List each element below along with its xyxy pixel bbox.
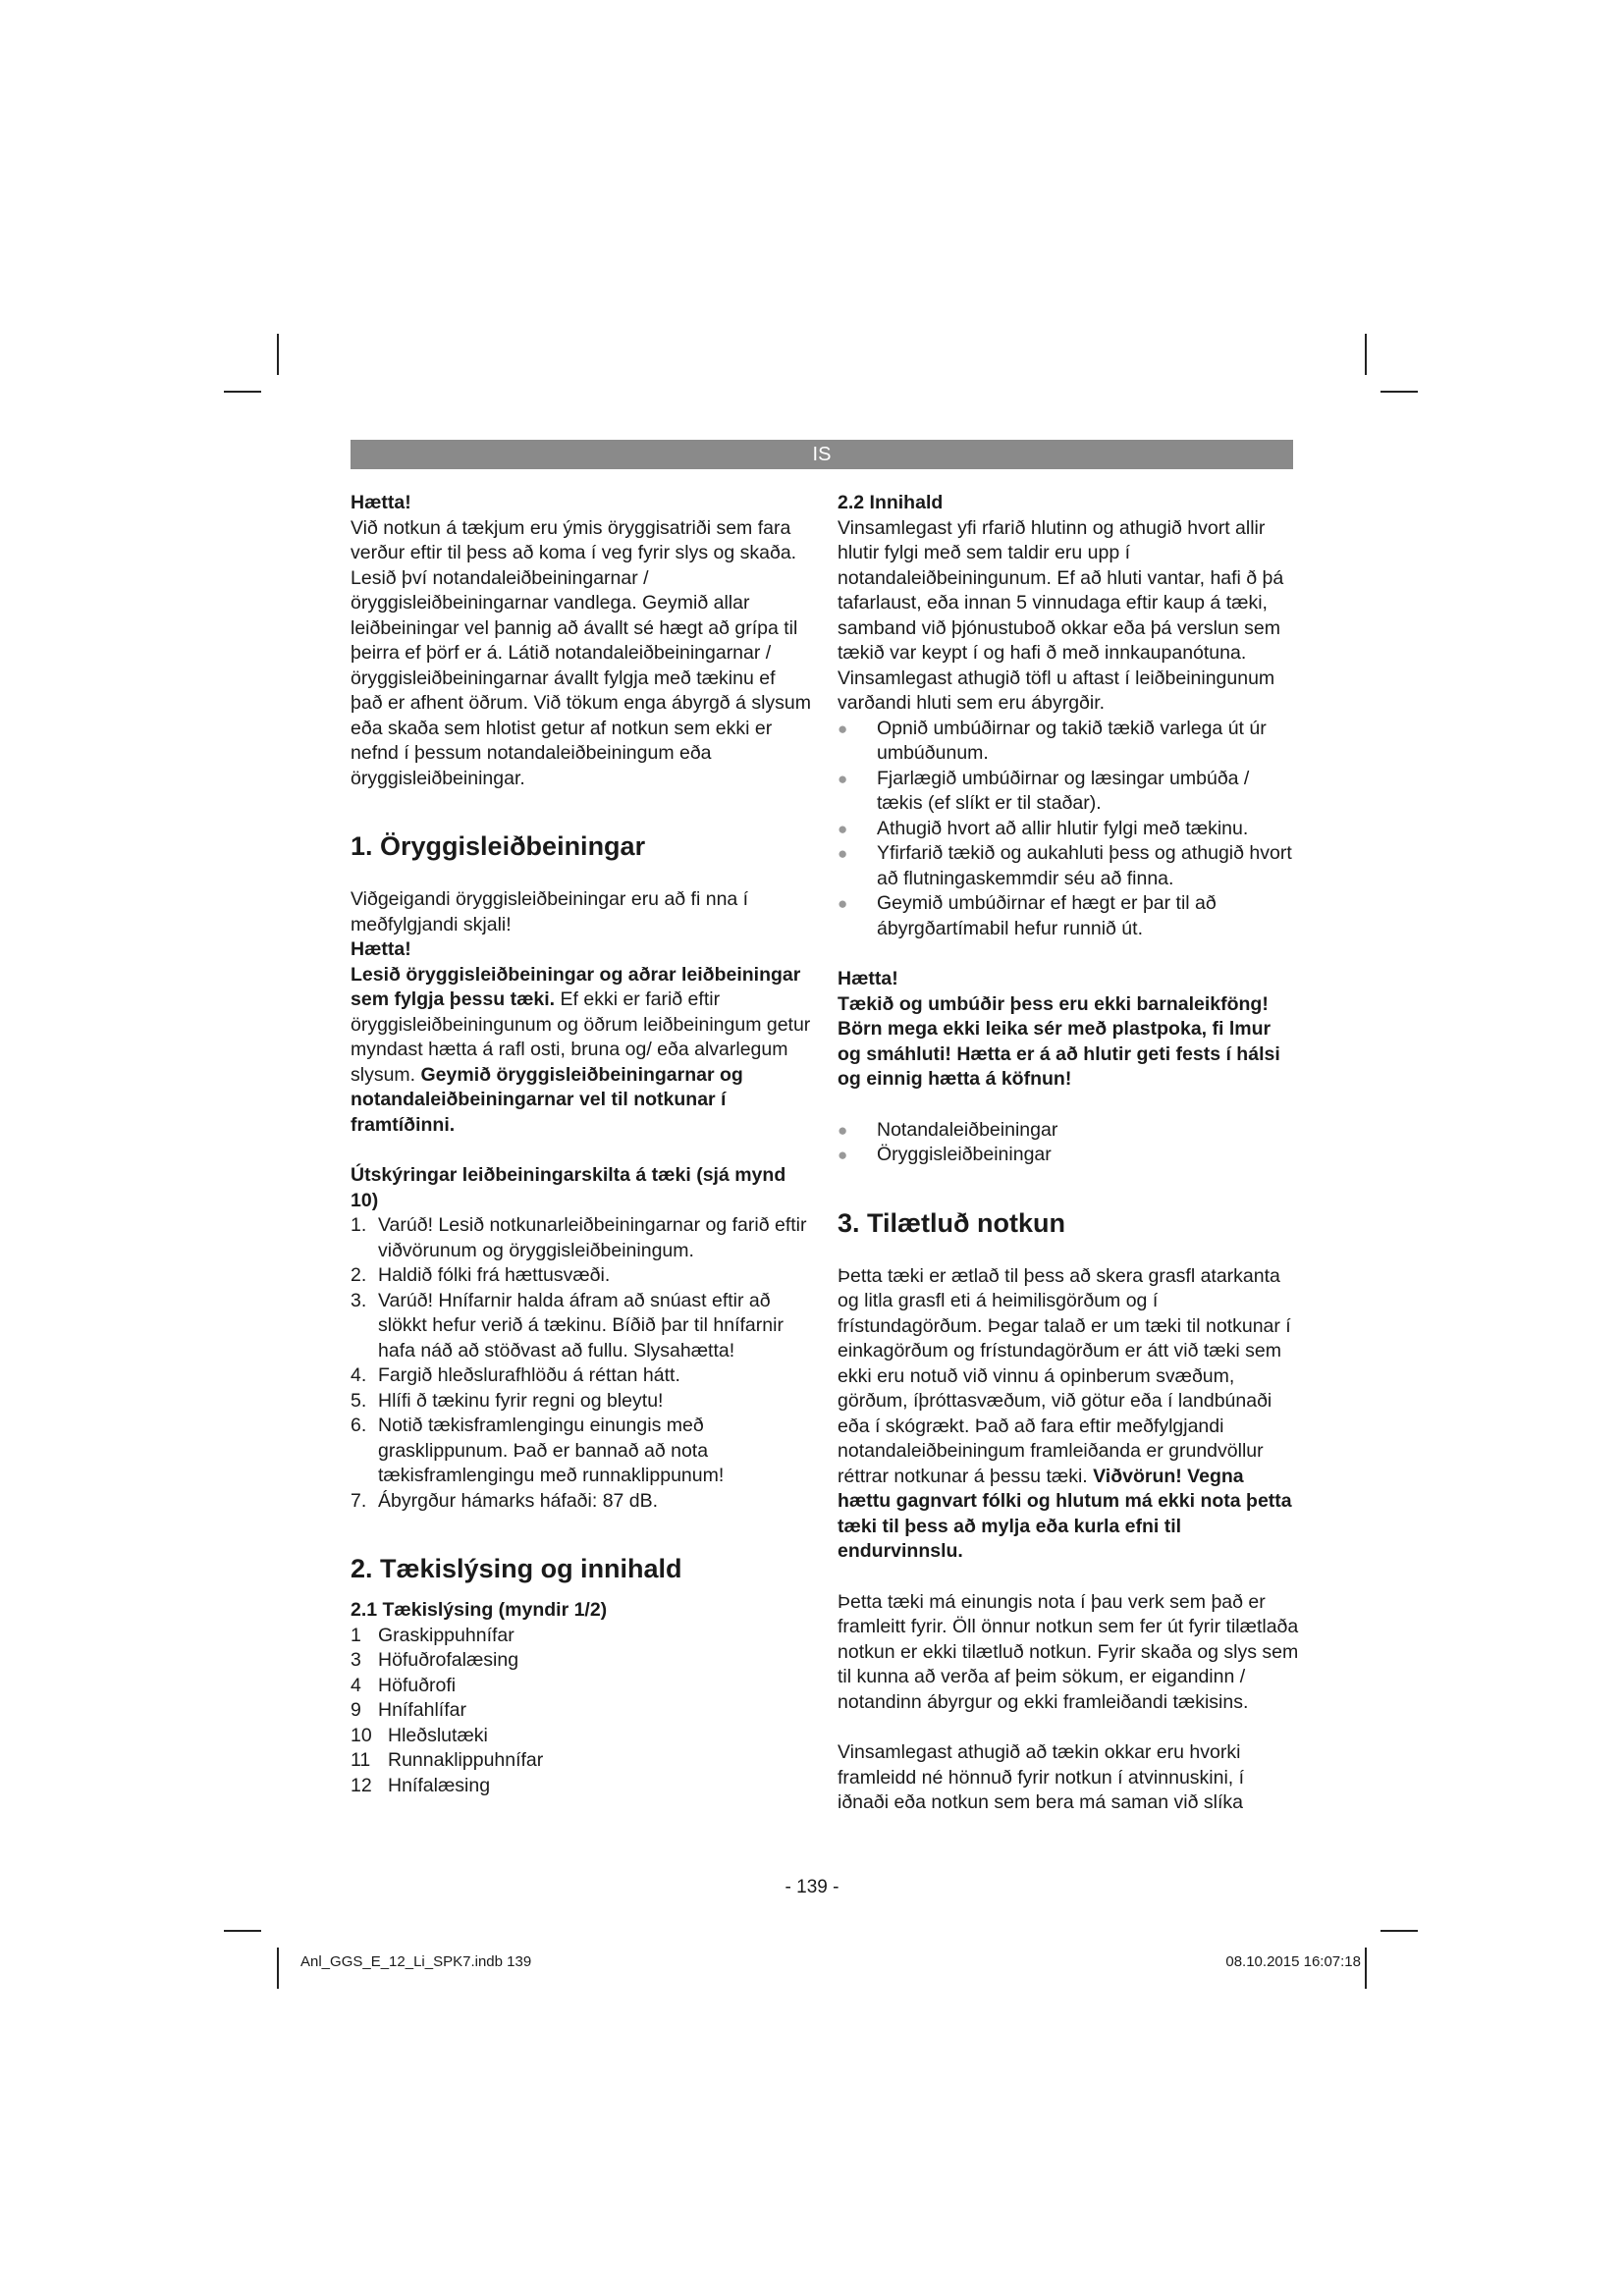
- section-heading-safety: 1. Öryggisleiðbeiningar: [351, 831, 646, 861]
- crop-mark: [277, 334, 279, 375]
- item-number: 5.: [351, 1389, 367, 1412]
- list-item: [351, 1389, 812, 1415]
- page-number: - 139 -: [785, 1877, 839, 1897]
- item-text: Geymið umbúðirnar ef hægt er þar til að ábyrgðartímabil hefur runnið út.: [877, 892, 1217, 939]
- intended-use-text: Þetta tæki má einungis nota í þau verk sem það er framleitt fyrir. Öll önnur notkun sem fer út fyrir tilætlaða notkun er ekki tilætluð notkun. Fyrir skaða og slys sem til kunna að verða af þeim sökum, er eigandinn / notandinn ábyrgur og ekki framleiðandi tækisins.: [838, 1590, 1299, 1713]
- danger-text: Við notkun á tækjum eru ýmis öryggisatriði sem fara verður eftir til þess að koma í veg fyrir slys og skaða. Lesið því notandaleiðbeiningarnar / öryggisleiðbeiningarnar vandlega. Geymið allar leiðbeiningar vel þannig að ávallt sé hægt að grípa til þeirra ef þörf er á. Látið notandaleiðbeiningarnar / öryggisleiðbeiningarnar ávallt fylgja með tækinu ef það er afhent öðrum. Við tökum enga ábyrgð á slysum eða skaða sem hlotist getur af notkun sem ekki er nefnd í þessum notandaleiðbeiningum eða öryggisleiðbeiningar.: [351, 516, 811, 789]
- item-number: 6.: [351, 1415, 367, 1436]
- part-name: Hnífahlífar: [378, 1699, 466, 1721]
- item-text: Fjarlægið umbúðirnar og læsingar umbúða / tækis (ef slíkt er til staðar).: [877, 767, 1250, 814]
- section-heading-description: 2. Tækislýsing og innihald: [351, 1554, 682, 1583]
- item-number: 4.: [351, 1364, 367, 1386]
- footer-filename: Anl_GGS_E_12_Li_SPK7.indb 139: [300, 1953, 532, 1970]
- bullet-icon: ●: [838, 819, 848, 838]
- item-text: Notið tækisframlengingu einungis með grasklippunum. Það er bannað að nota tækisframlengingu með runnaklippunum!: [378, 1415, 725, 1486]
- warning-bold: Geymið öryggisleiðbeiningarnar og notandaleiðbeiningarnar vel til notkunar í framtíðinni.: [351, 1063, 743, 1136]
- contents-text: Vinsamlegast yfi rfarið hlutinn og athugið hvort allir hlutir fylgi með sem taldir eru upp í notandaleiðbeiningunum. Ef að hluti vantar, hafi ð þá tafarlaust, eða innan 5 vinnudaga eftir kaup á tæki, samband við þjónustuboð okkar eða þá verslun sem tækið var keypt í og hafi ð með innkaupanótuna. Vinsamlegast athugið töfl u aftast í leiðbeiningunum varðandi hluti sem eru ábyrgðir.: [838, 516, 1284, 714]
- signs-list: [351, 1213, 812, 1514]
- list-item: [351, 1414, 812, 1489]
- list-item: [838, 841, 1299, 891]
- list-item: [351, 1363, 812, 1389]
- list-item: [351, 1213, 812, 1263]
- part-name: Höfuðrofalæsing: [378, 1649, 519, 1671]
- bullet-icon: ●: [838, 844, 848, 863]
- list-item: [838, 767, 1299, 817]
- crop-mark: [1365, 1948, 1367, 1989]
- part-name: Runnaklippuhnífar: [388, 1749, 544, 1771]
- item-text: Notandaleiðbeiningar: [877, 1118, 1058, 1141]
- parts-list: [351, 1624, 812, 1799]
- signs-heading: Útskýringar leiðbeiningarskilta á tæki (sjá mynd 10): [351, 1164, 786, 1211]
- part-name: Höfuðrofi: [378, 1674, 457, 1696]
- intended-use-text: Vinsamlegast athugið að tækin okkar eru hvorki framleidd né hönnuð fyrir notkun í atvinnuskini, í iðnaði eða notkun sem bera má saman við slíka: [838, 1741, 1245, 1813]
- list-item: [351, 1289, 812, 1364]
- part-number: 4: [351, 1674, 361, 1696]
- danger-title: Hætta!: [351, 938, 411, 960]
- part-number: 11: [351, 1749, 371, 1771]
- item-text: Ábyrgður hámarks háfaði: 87 dB.: [378, 1489, 659, 1512]
- bullet-icon: ●: [838, 1120, 848, 1140]
- crop-mark: [224, 1930, 261, 1932]
- list-item: [351, 1624, 812, 1649]
- list-item: [351, 1698, 812, 1724]
- part-name: Hnífalæsing: [388, 1774, 491, 1796]
- item-text: Varúð! Hnífarnir halda áfram að snúast eftir að slökkt hefur verið á tækinu. Bíðið þar til hnífarnir hafa náð að stöðvast að fullu. Slysahætta!: [378, 1289, 784, 1362]
- list-item: [838, 1118, 1299, 1144]
- left-column: [351, 491, 812, 1798]
- list-item: [838, 817, 1299, 842]
- part-name: Hleðslutæki: [388, 1724, 488, 1746]
- crop-mark: [224, 391, 261, 393]
- part-name: Graskippuhnífar: [378, 1624, 514, 1646]
- list-item: [351, 1724, 812, 1749]
- danger-text: Tækið og umbúðir þess eru ekki barnaleikföng! Börn mega ekki leika sér með plastpoka, fi lmur og smáhluti! Hætta er á að hlutir geti fests í hálsi og einnig hætta á köfnun!: [838, 992, 1280, 1090]
- item-text: Öryggisleiðbeiningar: [877, 1144, 1052, 1165]
- item-text: Varúð! Lesið notkunarleiðbeiningarnar og farið eftir viðvörunum og öryggisleiðbeiningum.: [378, 1214, 807, 1261]
- item-text: Hlífi ð tækinu fyrir regni og bleytu!: [378, 1389, 664, 1412]
- unpack-steps-list: [838, 717, 1299, 942]
- list-item: [351, 1748, 812, 1774]
- list-item: [838, 717, 1299, 767]
- section-heading-intended-use: 3. Tilætluð notkun: [838, 1207, 1065, 1238]
- item-number: 2.: [351, 1264, 367, 1286]
- footer-timestamp: 08.10.2015 16:07:18: [1225, 1953, 1361, 1970]
- list-item: [351, 1774, 812, 1799]
- part-number: 9: [351, 1699, 361, 1721]
- part-number: 10: [351, 1724, 372, 1746]
- crop-mark: [1380, 1930, 1418, 1932]
- documents-list: [838, 1118, 1299, 1168]
- bullet-icon: ●: [838, 1146, 848, 1164]
- warning-text: Ef ekki er farið eftir öryggisleiðbeiningunum og öðrum leiðbeiningum getur myndast hætta á rafl osti, bruna og/ eða alvarlegum slysum.: [351, 988, 811, 1086]
- list-item: [351, 1674, 812, 1699]
- subsection-heading: 2.1 Tækislýsing (myndir 1/2): [351, 1599, 608, 1621]
- item-number: 7.: [351, 1489, 367, 1512]
- bullet-icon: ●: [838, 894, 848, 913]
- language-bar: IS: [351, 440, 1293, 469]
- subsection-heading: 2.2 Innihald: [838, 492, 944, 513]
- crop-mark: [1365, 334, 1367, 375]
- item-text: Opnið umbúðirnar og takið tækið varlega út úr umbúðunum.: [877, 717, 1267, 764]
- intended-use-text: [838, 1264, 1299, 1565]
- right-column: [838, 491, 1299, 1816]
- list-item: [838, 891, 1299, 941]
- paragraph-text: Þetta tæki er ætlað til þess að skera grasfl atarkanta og litla grasfl eti á heimilisgörðum og í frístundagörðum. Þegar talað er um tæki til notkunar í einkagörðum og frístundagörðum er átt við tæki sem ekki eru notuð við vinnu á opinberum svæðum, görðum, íþróttasvæðum, við götur eða í landbúnaði eða í skógrækt. Það að fara eftir meðfylgjandi notandaleiðbeiningum framleiðanda er grundvöllur réttrar notkunar á þessu tæki.: [838, 1264, 1291, 1487]
- warning-bold: Viðvörun! Vegna hættu gagnvart fólki og hlutum má ekki nota þetta tæki til þess að mylja eða kurla efni til endurvinnslu.: [838, 1465, 1292, 1562]
- part-number: 1: [351, 1624, 361, 1646]
- safety-intro: Viðgeigandi öryggisleiðbeiningar eru að fi nna í meðfylgjandi skjali!: [351, 888, 749, 935]
- danger-title: Hætta!: [351, 492, 411, 513]
- part-number: 12: [351, 1774, 372, 1796]
- item-text: Haldið fólki frá hættusvæði.: [378, 1264, 611, 1286]
- crop-mark: [277, 1948, 279, 1989]
- item-number: 1.: [351, 1214, 367, 1236]
- item-text: Fargið hleðslurafhlöðu á réttan hátt.: [378, 1364, 680, 1386]
- list-item: [351, 1648, 812, 1674]
- item-number: 3.: [351, 1289, 367, 1311]
- item-text: Athugið hvort að allir hlutir fylgi með tækinu.: [877, 817, 1249, 839]
- danger-title: Hætta!: [838, 968, 898, 989]
- item-text: Yfirfarið tækið og aukahluti þess og athugið hvort að flutningaskemmdir séu að finna.: [877, 842, 1292, 889]
- bullet-icon: ●: [838, 719, 848, 738]
- list-item: [838, 1143, 1299, 1168]
- list-item: [351, 1263, 812, 1289]
- crop-mark: [1380, 391, 1418, 393]
- safety-warning: [351, 963, 812, 1139]
- part-number: 3: [351, 1649, 361, 1671]
- bullet-icon: ●: [838, 769, 848, 788]
- list-item: [351, 1489, 812, 1515]
- warning-bold: Lesið öryggisleiðbeiningar og aðrar leiðbeiningar sem fylgja þessu tæki.: [351, 963, 801, 1010]
